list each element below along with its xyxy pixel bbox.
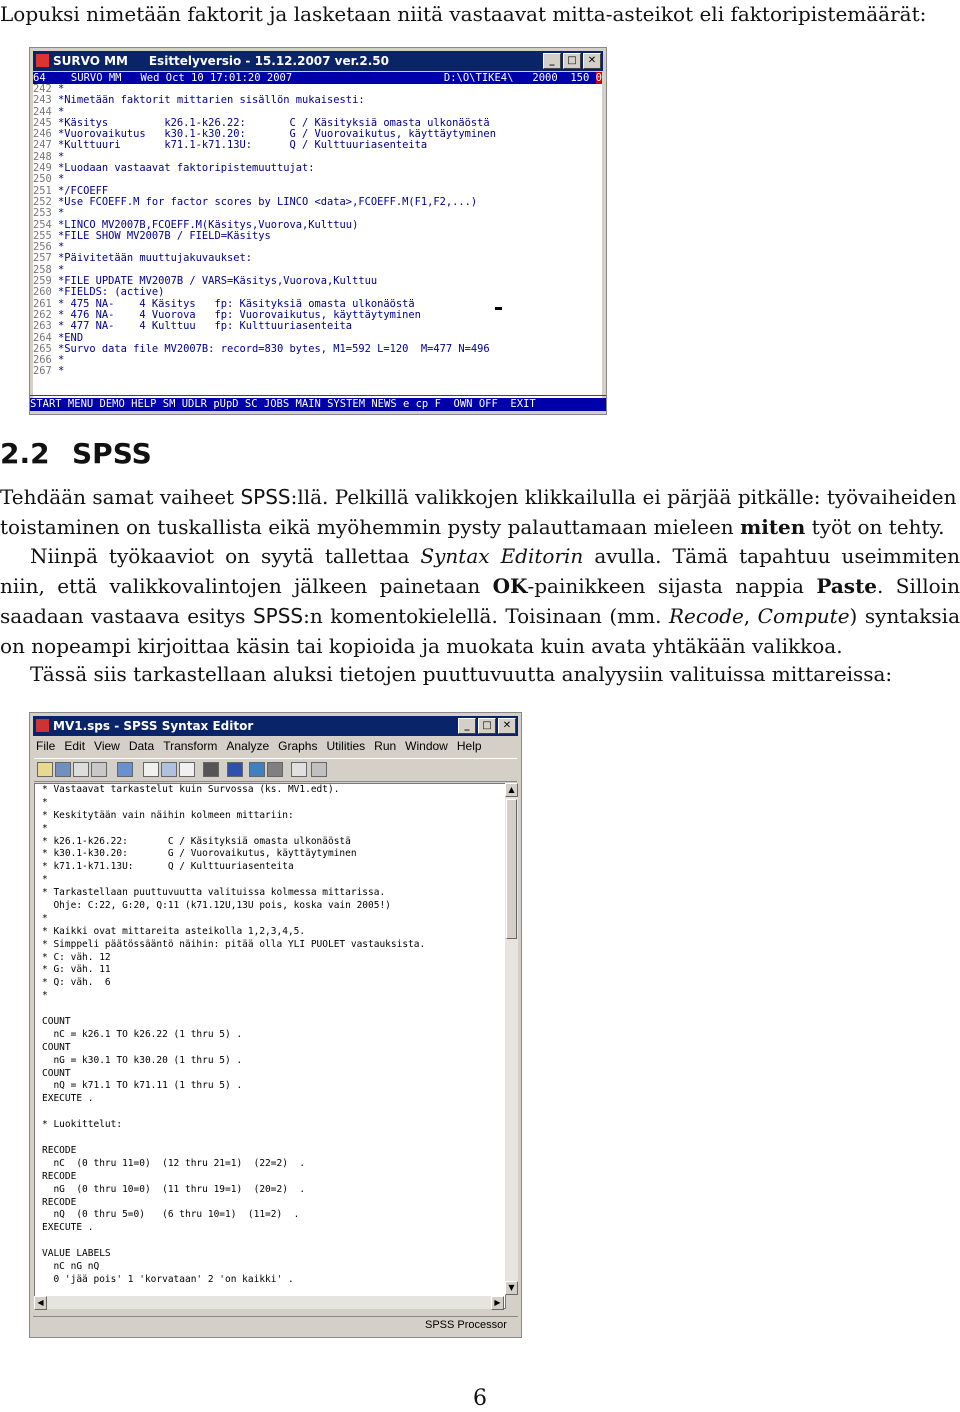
survo-line-text: *Nimetään faktorit mittarien sisällön mukaisesti:: [58, 94, 365, 107]
goto-case-icon[interactable]: [143, 762, 159, 777]
survo-line-number: 260: [33, 286, 52, 299]
menu-transform[interactable]: Transform: [163, 739, 218, 753]
survo-line: [33, 355, 602, 366]
survo-line-text: *: [58, 241, 65, 254]
section-title: SPSS: [72, 437, 152, 470]
syntax-line: [42, 1106, 425, 1119]
survo-line-text: *LINCO MV2007B,FCOEFF.M(Käsitys,Vuorova,Kulttuu): [58, 218, 359, 231]
survo-menu-bar[interactable]: START MENU DEMO HELP SM UDLR pUpD SC JOBS MAIN SYSTEM NEWS e cp F OWN OFF EXIT: [30, 398, 606, 411]
survo-line-text: *: [58, 105, 65, 118]
syntax-line: * Kaikki ovat mittareita asteikolla 1,2,3,4,5.: [42, 925, 306, 937]
survo-app-icon: [36, 54, 49, 67]
survo-line: [33, 140, 602, 151]
survo-line-text: *: [58, 354, 65, 367]
syntax-line: [42, 1235, 425, 1248]
survo-line-number: 246: [33, 128, 52, 141]
close-icon[interactable]: ✕: [498, 718, 516, 734]
survo-cursor: [495, 307, 502, 310]
survo-line-number: 249: [33, 162, 52, 175]
minimize-icon[interactable]: _: [543, 53, 561, 69]
syntax-line: nC = k26.1 TO k26.22 (1 thru 5) .: [42, 1028, 243, 1040]
survo-line-text: *: [58, 263, 65, 276]
survo-line-text: *Käsitys k26.1-k26.22: C / Käsityksiä omasta ulkonäöstä: [58, 116, 490, 129]
survo-line-number: 250: [33, 173, 52, 186]
survo-line-number: 244: [33, 105, 52, 118]
syntax-line: nG (0 thru 10=0) (11 thru 19=1) (20=2) .: [42, 1183, 306, 1195]
syntax-help-icon[interactable]: [249, 762, 265, 777]
survo-line-text: *Use FCOEFF.M for factor scores by LINCO <data>,FCOEFF.M(F1,F2,...): [58, 195, 478, 208]
paragraph-1: Tehdään samat vaiheet SPSS:llä. Pelkillä valikkojen klikkailulla ei pärjää pitkälle: työvaiheiden toistaminen on tuskallista eikä myöhemmin pysty palauttamaan mieleen miten työt on tehty.: [0, 485, 957, 539]
syntax-line: nC (0 thru 11=0) (12 thru 21=1) (22=2) .: [42, 1157, 306, 1169]
survo-line-number: 257: [33, 252, 52, 265]
syntax-line: nC nG nQ: [42, 1260, 100, 1272]
survo-titlebar: [33, 51, 603, 71]
horizontal-scrollbar[interactable]: [34, 1296, 504, 1309]
dialog-recall-icon[interactable]: [91, 762, 107, 777]
syntax-line: [42, 1132, 425, 1145]
syntax-line: [42, 1003, 425, 1016]
syntax-line: * Keskitytään vain näihin kolmeen mittariin:: [42, 809, 294, 821]
survo-line: [33, 253, 602, 264]
vertical-scrollbar[interactable]: [505, 783, 518, 1295]
survo-line-number: 242: [33, 83, 52, 95]
survo-line: [33, 344, 602, 355]
spss-app-icon: [36, 719, 49, 732]
survo-status-end: 0: [595, 72, 602, 84]
survo-line-number: 266: [33, 354, 52, 367]
spss-window: [29, 712, 522, 1338]
use-sets-icon[interactable]: [311, 762, 327, 777]
survo-line-text: *: [58, 173, 65, 186]
find-icon[interactable]: [203, 762, 219, 777]
survo-line-text: * 477 NA- 4 Kulttuu fp: Kulttuuriasenteita: [58, 320, 353, 333]
scroll-right-icon[interactable]: ▶: [491, 1296, 504, 1310]
survo-line-number: 252: [33, 195, 52, 208]
survo-line-number: 267: [33, 365, 52, 378]
survo-line: [33, 95, 602, 106]
page-number: 6: [473, 1386, 487, 1411]
syntax-line: *: [42, 874, 48, 886]
syntax-line: * k26.1-k26.22: C / Käsityksiä omasta ulkonäöstä: [42, 835, 351, 847]
survo-line: [33, 231, 602, 242]
variables-icon[interactable]: [161, 762, 177, 777]
spss-menu-bar: [36, 738, 491, 754]
spss-status-text: SPSS Processor: [425, 1319, 507, 1331]
survo-line-number: 262: [33, 308, 52, 321]
survo-line-number: 253: [33, 207, 52, 220]
survo-line: [33, 366, 602, 377]
scroll-down-icon[interactable]: ▼: [505, 1281, 518, 1295]
maximize-icon[interactable]: □: [478, 718, 496, 734]
survo-line-text: *: [58, 365, 65, 378]
survo-line-text: *END: [58, 331, 84, 344]
menu-utilities[interactable]: Utilities: [326, 739, 366, 753]
survo-line: [33, 197, 602, 208]
syntax-line: RECODE: [42, 1170, 77, 1182]
syntax-line: * k71.1-k71.13U: Q / Kulttuuriasenteita: [42, 861, 294, 873]
survo-line-number: 263: [33, 320, 52, 333]
survo-line-number: 247: [33, 139, 52, 152]
menu-run[interactable]: Run: [374, 739, 397, 753]
survo-status-line: [33, 72, 602, 84]
survo-line-text: *Vuorovaikutus k30.1-k30.20: G / Vuorovaikutus, käyttäytyminen: [58, 128, 496, 141]
survo-editor[interactable]: [33, 72, 602, 400]
survo-window: [29, 47, 607, 415]
survo-line: [33, 321, 602, 332]
intro-text: Lopuksi nimetään faktorit ja lasketaan niitä vastaavat mitta-asteikot eli faktoripistemäärät:: [0, 2, 927, 26]
goto-chart-icon[interactable]: [179, 762, 195, 777]
spss-status-bar: [33, 1316, 518, 1334]
syntax-line: * Tarkastellaan puuttuvuutta valituissa kolmessa mittarissa.: [42, 887, 386, 899]
menu-edit[interactable]: Edit: [64, 739, 86, 753]
survo-line-number: 243: [33, 94, 52, 107]
survo-line-text: *FILE UPDATE MV2007B / VARS=Käsitys,Vuorova,Kulttuu: [58, 275, 378, 288]
survo-line-text: *Survo data file MV2007B: record=830 bytes, M1=592 L=120 M=477 N=496: [58, 342, 490, 355]
syntax-line: * Luokittelut:: [42, 1119, 123, 1131]
syntax-line: * Simppeli päätössääntö näihin: pitää olla YLI PUOLET vastauksista.: [42, 938, 426, 950]
syntax-line: *: [42, 822, 48, 834]
open-icon[interactable]: [37, 762, 53, 777]
syntax-line: *: [42, 990, 48, 1002]
syntax-code: [42, 784, 425, 1287]
syntax-line: EXECUTE .: [42, 1093, 94, 1105]
survo-lines: [33, 84, 602, 378]
syntax-line: COUNT: [42, 1016, 71, 1028]
survo-line-number: 264: [33, 331, 52, 344]
survo-line-number: 251: [33, 184, 52, 197]
survo-title-extra: Esittelyversio - 15.12.2007 ver.2.50: [148, 54, 389, 68]
survo-line-text: *: [58, 83, 65, 95]
survo-line-number: 261: [33, 297, 52, 310]
print-icon[interactable]: [73, 762, 89, 777]
survo-line-text: *FIELDS: (active): [58, 286, 165, 299]
survo-line-text: * 475 NA- 4 Käsitys fp: Käsityksiä omasta ulkonäöstä: [58, 297, 415, 310]
spss-toolbar: [34, 758, 517, 782]
minimize-icon[interactable]: _: [458, 718, 476, 734]
survo-line: [33, 163, 602, 174]
survo-line-number: 254: [33, 218, 52, 231]
menu-graphs[interactable]: Graphs: [278, 739, 318, 753]
paragraph-3: Tässä siis tarkastellaan aluksi tietojen puuttuvuutta analyysiin valituissa mittareissa:: [30, 662, 893, 686]
scroll-up-icon[interactable]: ▲: [505, 783, 518, 797]
scroll-thumb[interactable]: [506, 799, 517, 939]
syntax-line: Ohje: C:22, G:20, Q:11 (k71.12U,13U pois, koska vain 2005!): [42, 900, 391, 912]
syntax-line: VALUE LABELS: [42, 1248, 111, 1260]
spss-title: MV1.sps - SPSS Syntax Editor: [53, 719, 254, 733]
menu-file[interactable]: File: [36, 739, 56, 753]
survo-title: SURVO MM: [53, 54, 128, 68]
menu-window[interactable]: Window: [405, 739, 448, 753]
survo-line-text: *Luodaan vastaavat faktoripistemuuttujat:: [58, 162, 315, 175]
syntax-line: nQ (0 thru 5=0) (6 thru 10=1) (11=2) .: [42, 1209, 300, 1221]
survo-line-text: * 476 NA- 4 Vuorova fp: Vuorovaikutus, käyttäytyminen: [58, 308, 421, 321]
syntax-line: * k30.1-k30.20: G / Vuorovaikutus, käyttäytyminen: [42, 848, 357, 860]
section-heading: [0, 437, 152, 471]
undo-icon[interactable]: [117, 762, 133, 777]
syntax-line: COUNT: [42, 1067, 71, 1079]
syntax-editor[interactable]: [34, 783, 506, 1309]
survo-line-text: */FCOEFF: [58, 184, 109, 197]
scroll-left-icon[interactable]: ◀: [34, 1296, 47, 1310]
syntax-line: RECODE: [42, 1196, 77, 1208]
survo-line-text: *Kulttuuri k71.1-k71.13U: Q / Kulttuuriasenteita: [58, 139, 428, 152]
run-icon[interactable]: [227, 762, 243, 777]
syntax-line: *: [42, 912, 48, 924]
syntax-line: nG = k30.1 TO k30.20 (1 thru 5) .: [42, 1054, 243, 1066]
survo-status-text: 64 SURVO MM Wed Oct 10 17:01:20 2007 D:\O\TIKE4\ 2000 150: [33, 72, 596, 84]
survo-line-text: *: [58, 150, 65, 163]
syntax-line: *: [42, 796, 48, 808]
menu-analyze[interactable]: Analyze: [226, 739, 270, 753]
save-icon[interactable]: [55, 762, 71, 777]
syntax-line: * Q: väh. 6: [42, 977, 111, 989]
survo-line-number: 259: [33, 275, 52, 288]
survo-line-number: 255: [33, 229, 52, 242]
survo-line: [33, 174, 602, 185]
survo-line-number: 248: [33, 150, 52, 163]
syntax-line: 0 'jää pois' 1 'korvataan' 2 'on kaikki' .: [42, 1273, 294, 1285]
survo-line-number: 256: [33, 241, 52, 254]
designate-window-icon[interactable]: [267, 762, 283, 777]
survo-separator: [30, 395, 606, 396]
survo-line-number: 245: [33, 116, 52, 129]
syntax-line: EXECUTE .: [42, 1222, 94, 1234]
paragraph-2: Niinpä työkaaviot on syytä tallettaa Syntax Editorin avulla. Tämä tapahtuu useimmiten niin, että valikkovalintojen jälkeen painetaan OK-painikkeen sijasta nappia Paste. Silloin saadaan vastaava esitys SPSS:n komentokielellä. Toisinaan (mm. Recode, Compute) syntaksia on nopeampi kirjoittaa käsin tai kopioida ja muokata kuin avata yhtäkään valikkoa.: [0, 544, 960, 658]
syntax-line: * Vastaavat tarkastelut kuin Survossa (ks. MV1.edt).: [42, 784, 340, 795]
survo-line-number: 258: [33, 263, 52, 276]
syntax-line: * G: väh. 11: [42, 964, 111, 976]
section-number: 2.2: [0, 437, 50, 470]
spss-titlebar: [33, 716, 518, 736]
syntax-line: nQ = k71.1 TO k71.11 (1 thru 5) .: [42, 1080, 243, 1092]
survo-line-text: *: [58, 207, 65, 220]
survo-line-text: *FILE SHOW MV2007B / FIELD=Käsitys: [58, 229, 271, 242]
menu-data[interactable]: Data: [128, 739, 155, 753]
survo-line-text: *Päivitetään muuttujakuvaukset:: [58, 252, 252, 265]
syntax-line: * C: väh. 12: [42, 951, 111, 963]
value-labels-icon[interactable]: [291, 762, 307, 777]
menu-help[interactable]: Help: [456, 739, 482, 753]
menu-view[interactable]: View: [94, 739, 120, 753]
maximize-icon[interactable]: □: [563, 53, 581, 69]
close-icon[interactable]: ✕: [583, 53, 601, 69]
survo-line-number: 265: [33, 342, 52, 355]
syntax-line: RECODE: [42, 1144, 77, 1156]
syntax-line: COUNT: [42, 1041, 71, 1053]
